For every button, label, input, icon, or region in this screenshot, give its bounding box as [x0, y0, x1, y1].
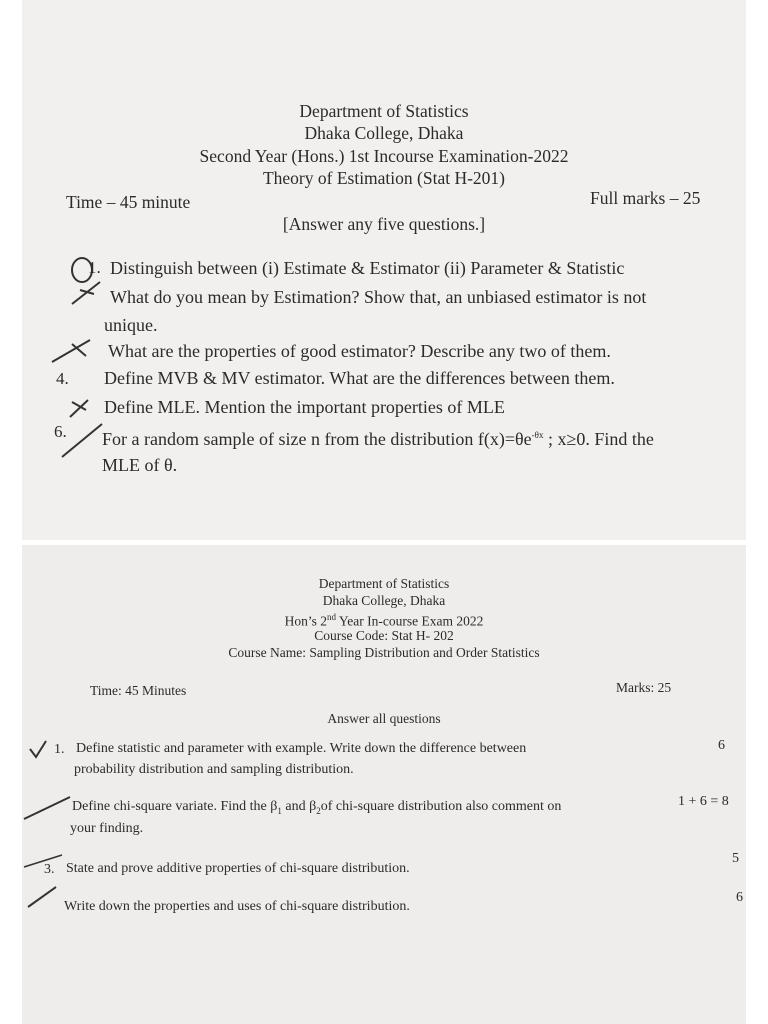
p2-question-2-mark: 1 + 6 = 8	[678, 794, 729, 809]
p2-q2-text-b: and β	[281, 799, 317, 814]
p1-q6-text-b: ; x≥0. Find the	[543, 429, 654, 449]
p2-exam-a: Hon’s 2	[284, 613, 328, 629]
p1-question-4-number: 4.	[56, 369, 69, 388]
p2-instruction: Answer all questions	[327, 711, 441, 726]
p1-course-title: Theory of Estimation (Stat H-201)	[262, 168, 506, 188]
p2-question-2-text-cont: your finding.	[70, 821, 144, 836]
p2-course-name: Course Name: Sampling Distribution and Order Statistics	[228, 645, 540, 660]
p2-question-1-text: Define statistic and parameter with example. Write down the difference between	[76, 741, 527, 756]
p1-question-6-text-cont: MLE of θ.	[102, 455, 178, 475]
p1-question-2-text: What do you mean by Estimation? Show that, an unbiased estimator is not	[110, 287, 647, 307]
p1-exam-title: Second Year (Hons.) 1st Incourse Examination-2022	[199, 146, 569, 166]
p1-question-6-text	[102, 421, 654, 453]
p2-question-3-mark: 5	[732, 851, 739, 866]
p2-question-4-text: Write down the properties and uses of chi-square distribution.	[64, 899, 410, 914]
p2-q2-text-a: Define chi-square variate. Find the β	[72, 799, 278, 814]
p2-question-2-text	[72, 797, 561, 821]
p2-college: Dhaka College, Dhaka	[322, 593, 446, 608]
p1-instruction: [Answer any five questions.]	[282, 214, 486, 234]
p2-q2-text-c: of chi-square distribution also comment on	[320, 799, 562, 814]
p1-question-3-text: What are the properties of good estimator? Describe any two of them.	[108, 341, 611, 361]
p1-department: Department of Statistics	[299, 101, 469, 121]
p2-question-1-number: 1.	[54, 742, 65, 757]
p1-question-4-text: Define MVB & MV estimator. What are the differences between them.	[104, 368, 615, 388]
p2-course-code: Course Code: Stat H- 202	[314, 628, 454, 643]
p2-marks: Marks: 25	[616, 680, 672, 695]
exam-paper-2	[22, 545, 746, 1024]
p2-exam-sup: nd	[327, 612, 337, 622]
p1-question-6-number: 6.	[54, 422, 67, 441]
p2-department: Department of Statistics	[318, 576, 450, 591]
p2-question-3-number: 3.	[44, 862, 55, 877]
p2-q2-sub1: 1	[277, 805, 282, 816]
p2-question-3-text: State and prove additive properties of chi-square distribution.	[66, 861, 410, 876]
p1-full-marks: Full marks – 25	[590, 188, 701, 208]
exam-paper-1	[22, 0, 746, 540]
p1-q6-text-a: For a random sample of size n from the distribution f(x)=θe	[102, 429, 532, 449]
p2-question-4-mark: 6	[736, 890, 743, 905]
p1-college: Dhaka College, Dhaka	[304, 123, 464, 143]
p2-q2-sub2: 2	[316, 805, 321, 816]
p1-question-1-number: 1.	[88, 258, 101, 277]
p1-question-2-text-cont: unique.	[104, 315, 158, 335]
p2-time: Time: 45 Minutes	[90, 683, 187, 698]
p2-exam-b: Year In-course Exam 2022	[336, 613, 484, 629]
p1-question-5-text: Define MLE. Mention the important properties of MLE	[104, 397, 505, 417]
p1-time: Time – 45 minute	[66, 192, 191, 212]
p2-question-1-mark: 6	[718, 738, 725, 753]
p1-question-1-text: Distinguish between (i) Estimate & Estimator (ii) Parameter & Statistic	[110, 258, 625, 278]
p2-question-1-text-cont: probability distribution and sampling distribution.	[74, 762, 354, 777]
p1-q6-exponent: -θx	[531, 430, 544, 440]
